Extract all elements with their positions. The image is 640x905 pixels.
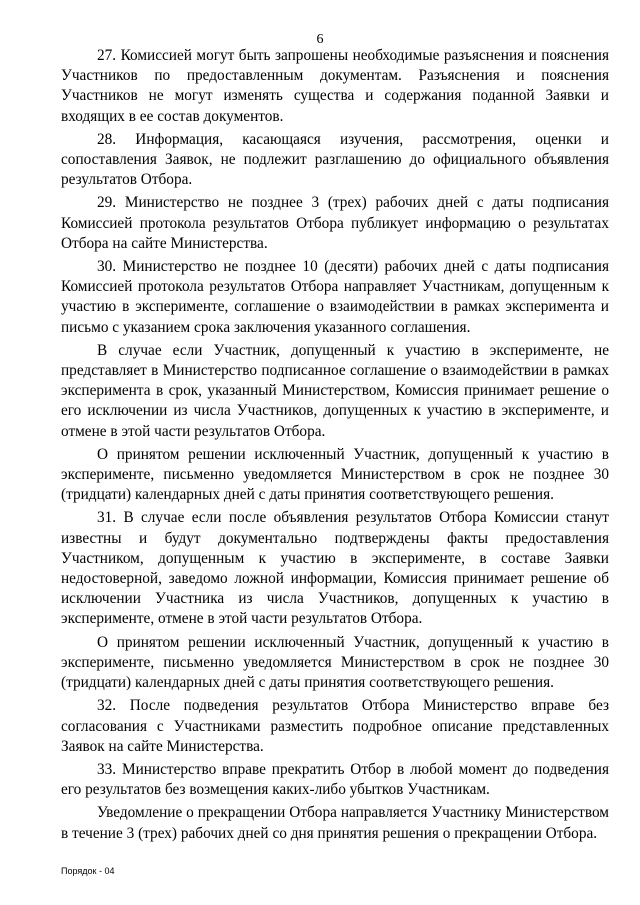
- page-number: 6: [316, 32, 324, 47]
- paragraph-33-notice: Уведомление о прекращении Отбора направляется Участнику Министерством в течение 3 (трех) рабочих дней со дня принятия решения о прекращении Отбора.: [61, 804, 609, 842]
- paragraph-31-notification: О принятом решении исключенный Участник, допущенный к участию в эксперименте, письменно уведомляется Министерством в срок не позднее 30 (тридцати) календарных дней с даты принятия соответствующего решения.: [61, 633, 609, 692]
- paragraph-33: 33. Министерство вправе прекратить Отбор в любой момент до подведения его результатов без возмещения каких-либо убытков Участникам.: [61, 760, 609, 799]
- paragraph-28: 28. Информация, касающаяся изучения, рассмотрения, оценки и сопоставления Заявок, не подлежит разглашению до официального объявления результатов Отбора.: [61, 130, 609, 189]
- paragraph-32: 32. После подведения результатов Отбора Министерство вправе без согласования с Участниками разместить подробное описание представленных Заявок на сайте Министерства.: [61, 697, 609, 755]
- paragraph-30: 30. Министерство не позднее 10 (десяти) рабочих дней с даты подписания Комиссией протокола результатов Отбора направляет Участникам, допущенным к участию в эксперименте, соглашение о взаимодействии в рамках эксперимента и письмо с указанием срока заключения указанного соглашения.: [61, 258, 609, 336]
- paragraph-30-exclusion: В случае если Участник, допущенный к участию в эксперименте, не представляет в Министерство подписанное соглашение о взаимодействии в рамках эксперимента в срок, указанный Министерством, Комиссия принимает решение о его исключении из числа Участников, допущенных к участию в эксперименте, и отмене в этой части результатов Отбора.: [61, 341, 609, 440]
- document-body: [61, 46, 609, 847]
- paragraph-27: 27. Комиссией могут быть запрошены необходимые разъяснения и пояснения Участников по предоставленным документам. Разъяснения и пояснения Участников не могут изменять существа и содержания поданной Заявки и входящих в ее состав документов.: [61, 47, 609, 125]
- paragraph-29: 29. Министерство не позднее 3 (трех) рабочих дней с даты подписания Комиссией протокола результатов Отбора публикует информацию о результатах Отбора на сайте Министерства.: [61, 194, 609, 252]
- footer-document-code: Порядок - 04: [61, 866, 115, 876]
- paragraph-30-notification: О принятом решении исключенный Участник, допущенный к участию в эксперименте, письменно уведомляется Министерством в срок не позднее 30 (тридцати) календарных дней с даты принятия соответствующего решения.: [61, 445, 609, 504]
- paragraph-31: 31. В случае если после объявления результатов Отбора Комиссии станут известны и будут документально подтверждены факты предоставления Участником, допущенным к участию в эксперименте, в составе Заявки недостоверной, заведомо ложной информации, Комиссия принимает решение об исключении Участника из числа Участников, допущенных к участию в эксперименте, отмене в этой части результатов Отбора.: [61, 509, 609, 628]
